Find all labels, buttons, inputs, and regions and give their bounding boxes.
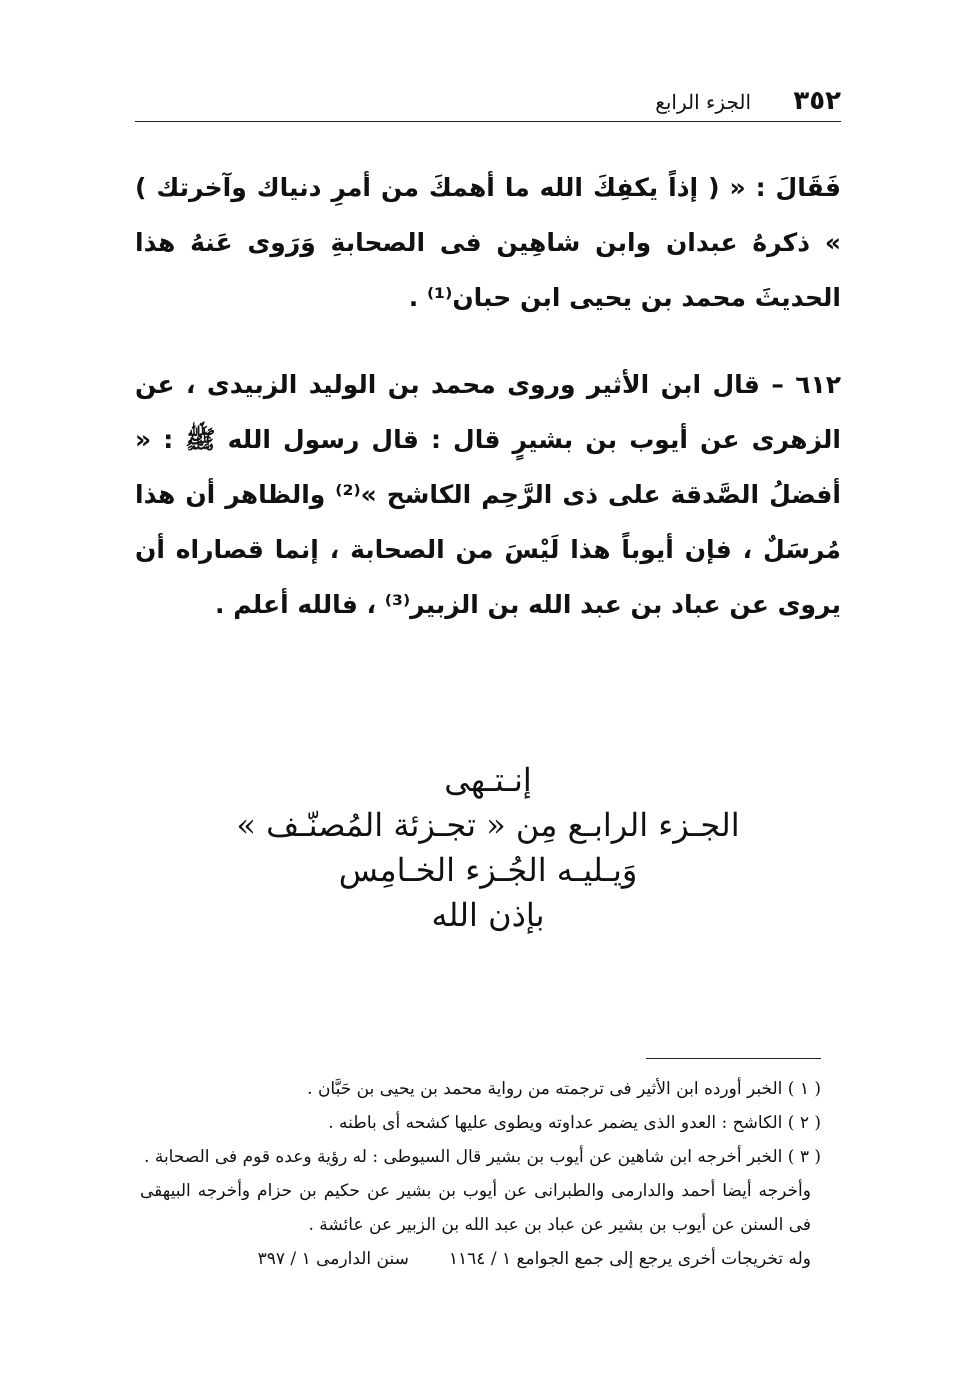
main-text <box>135 160 841 632</box>
footnote-3-reference-a: وله تخريجات أخرى يرجع إلى جمع الجوامع ١ / ١١٦٤ <box>448 1249 811 1269</box>
running-head: الجزء الرابع <box>655 90 751 114</box>
page-number: ٣٥٢ <box>793 86 841 116</box>
colophon-line-4: بإذن الله <box>431 896 545 934</box>
paragraph-2: ٦١٢ – قال ابن الأثير وروى محمد بن الوليد الزبيدى ، عن الزهرى عن أيوب بن بشيرٍ قال : قال رسول الله ﷺ : « أفضلُ الصَّدقة على ذى الرَّحِم الكاشح »⁽²⁾ والظاهر أن هذا مُرسَلٌ ، فإن أيوباً هذا لَيْسَ من الصحابة ، إنما قصاراه أن يروى عن عباد بن عبد الله بن الزبير⁽³⁾ ، فالله أعلم . <box>135 370 841 619</box>
footnote-3: ( ٣ ) الخبر أخرجه ابن شاهين عن أيوب بن بشير قال السيوطى : له رؤية وعده قوم فى الصحابة . <box>144 1147 821 1167</box>
footnote-3-continued: وأخرجه أيضا أحمد والدارمى والطبرانى عن أيوب بن بشير عن حكيم بن حزام وأخرجه البيهقى فى السنن عن أيوب بن بشير عن عباد بن عبد الله بن الزبير عن عائشة . <box>140 1181 811 1235</box>
footnote-separator <box>646 1058 821 1059</box>
colophon-line-2: الجـزء الرابـع مِن « تجـزئة المُصنّـف » <box>236 806 740 844</box>
footnote-3-reference-b: سنن الدارمى ١ / ٣٩٧ <box>257 1249 409 1269</box>
closing-colophon <box>0 758 976 938</box>
footnotes <box>140 1072 831 1276</box>
colophon-line-1: إنـتـهى <box>444 761 532 799</box>
page-header <box>135 82 841 122</box>
paragraph-1: فَقَالَ : « ( إذاً يكفِكَ الله ما أهمكَ من أمرِ دنياك وآخرتك ) » ذكرهُ عبدان وابن شاهِين فى الصحابةِ وَرَوى عَنهُ هذا الحديثَ محمد بن يحيى ابن حبان⁽¹⁾ . <box>135 173 841 312</box>
footnote-1: ( ١ ) الخبر أورده ابن الأثير فى ترجمته من رواية محمد بن يحيى بن حَبَّان . <box>307 1079 821 1099</box>
footnote-3-references <box>140 1242 831 1276</box>
colophon-line-3: وَيـليـه الجُـزء الخـامِس <box>338 851 638 889</box>
footnote-2: ( ٢ ) الكاشح : العدو الذى يضمر عداوته ويطوى عليها كشحه أى باطنه . <box>328 1113 821 1133</box>
